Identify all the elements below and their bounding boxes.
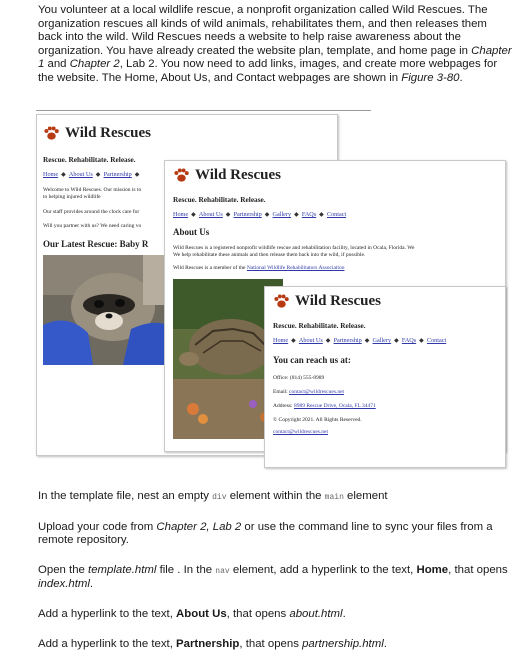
code-main: main (324, 493, 344, 502)
nav-link-partnership[interactable]: Partnership (333, 337, 362, 344)
partner-text: Will you partner with us? We need caring vo (43, 223, 142, 229)
contact-heading: You can reach us at: (273, 355, 351, 365)
staff-text: Our staff provides around the clock care for (43, 209, 140, 215)
address-link[interactable]: 8989 Rescue Drive, Ocala, FL 34471 (293, 403, 376, 409)
membership-text: Wild Rescues is a member of the National Wildlife Rehabilitators Association (173, 265, 345, 271)
tagline: Rescue. Rehabilitate. Release. (173, 195, 266, 204)
nav-link-contact[interactable]: Contact (426, 337, 447, 344)
footer-email-link: contact@wildrescues.net (273, 429, 329, 435)
nav-link-faqs[interactable]: FAQs (301, 211, 317, 218)
nav-link-partnership[interactable]: Partnership (103, 171, 132, 178)
step-2: Upload your code from Chapter 2, Lab 2 or use the command line to sync your files from a remote repository. (38, 520, 493, 547)
intro-text: , Lab 2. You now need to add links, images, and create more webpages for the website. The Home, About Us, and Contact webpages are shown in (38, 58, 498, 84)
paw-icon (173, 167, 190, 184)
nav-link-faqs[interactable]: FAQs (401, 337, 417, 344)
nav-link-partnership[interactable]: Partnership (233, 211, 262, 218)
nav-link-about[interactable]: About Us (298, 337, 323, 344)
divider (36, 110, 371, 111)
paw-icon (43, 125, 60, 142)
intro-text: and (44, 58, 70, 71)
address-line: Address: 8989 Rescue Drive, Ocala, FL 34471 (273, 403, 376, 409)
nav: Home ◆ About Us ◆ Partnership ◆ Gallery ◆ FAQs ◆ Contact (173, 211, 347, 218)
about-heading: About Us (173, 227, 210, 237)
nav-link-about[interactable]: About Us (68, 171, 93, 178)
nav-link-home[interactable]: Home (43, 171, 59, 178)
logo (173, 167, 281, 184)
nav-link-gallery[interactable]: Gallery (372, 337, 392, 344)
nav: Home ◆ About Us ◆ Partnership ◆ (43, 171, 140, 178)
nav-link-contact[interactable]: Contact (326, 211, 347, 218)
step-5: Add a hyperlink to the text, Partnership, that opens partnership.html. (38, 637, 387, 650)
about-paragraph: Wild Rescues is a registered nonprofit wildlife rescue and rehabilitation facility, located in Ocala, Florida. We We help rehabilitate these animals and then release them back into the wild, if possible. (173, 245, 415, 258)
intro-text: . (459, 71, 463, 84)
tagline: Rescue. Rehabilitate. Release. (43, 155, 136, 164)
logo (43, 125, 151, 142)
step-4: Add a hyperlink to the text, About Us, that opens about.html. (38, 607, 346, 620)
logo-text: Wild Rescues (295, 293, 381, 309)
nwra-link[interactable]: National Wildlife Rehabilitators Association (246, 265, 345, 271)
email-link[interactable]: contact@wildrescues.net (289, 389, 345, 395)
instruction-steps (38, 490, 512, 667)
figure-ref: Figure 3-80 (401, 71, 460, 84)
email-line: Email: contact@wildrescues.net (273, 389, 345, 395)
code-div: div (212, 493, 227, 502)
intro-text: You volunteer at a local wildlife rescue, a nonprofit organization called Wild Rescues. The organization rescues all kinds of wild animals, rehabilitates them, and then releases them back into the wild. Wild Rescues needs a website to help raise awareness about the organization. You have already created the website plan, template, and home page in (38, 4, 488, 57)
raccoon-image (43, 255, 167, 365)
paw-icon (273, 293, 290, 310)
logo (273, 293, 381, 310)
office-line: Office: (814) 555-8989 (273, 375, 325, 381)
step-3: Open the template.html file . In the nav element, add a hyperlink to the text, Home, that opens index.html. (38, 563, 508, 591)
nav-link-gallery[interactable]: Gallery (272, 211, 292, 218)
nav-link-about[interactable]: About Us (198, 211, 223, 218)
intro-paragraph (38, 4, 512, 86)
tagline: Rescue. Rehabilitate. Release. (273, 321, 366, 330)
chapter-ref: Chapter 2 (69, 58, 120, 71)
raccoon-photo (43, 255, 167, 365)
nav-link-home[interactable]: Home (273, 337, 289, 344)
figure-3-80 (36, 110, 506, 470)
logo-text: Wild Rescues (65, 125, 151, 141)
welcome-text: Welcome to Wild Rescues. Our mission is to to helping injured wildlife (43, 187, 142, 200)
nav-link-home[interactable]: Home (173, 211, 189, 218)
code-nav: nav (215, 566, 230, 576)
step-1: In the template file, nest an empty div element within the main element (38, 490, 388, 502)
latest-rescue-heading: Our Latest Rescue: Baby R (43, 239, 149, 249)
nav: Home ◆ About Us ◆ Partnership ◆ Gallery ◆ FAQs ◆ Contact (273, 337, 447, 344)
contact-page-screenshot (264, 286, 506, 468)
logo-text: Wild Rescues (195, 167, 281, 183)
copyright: © Copyright 2021. All Rights Reserved. (273, 417, 362, 423)
chapter-ref: Chapter 1 (38, 44, 512, 71)
